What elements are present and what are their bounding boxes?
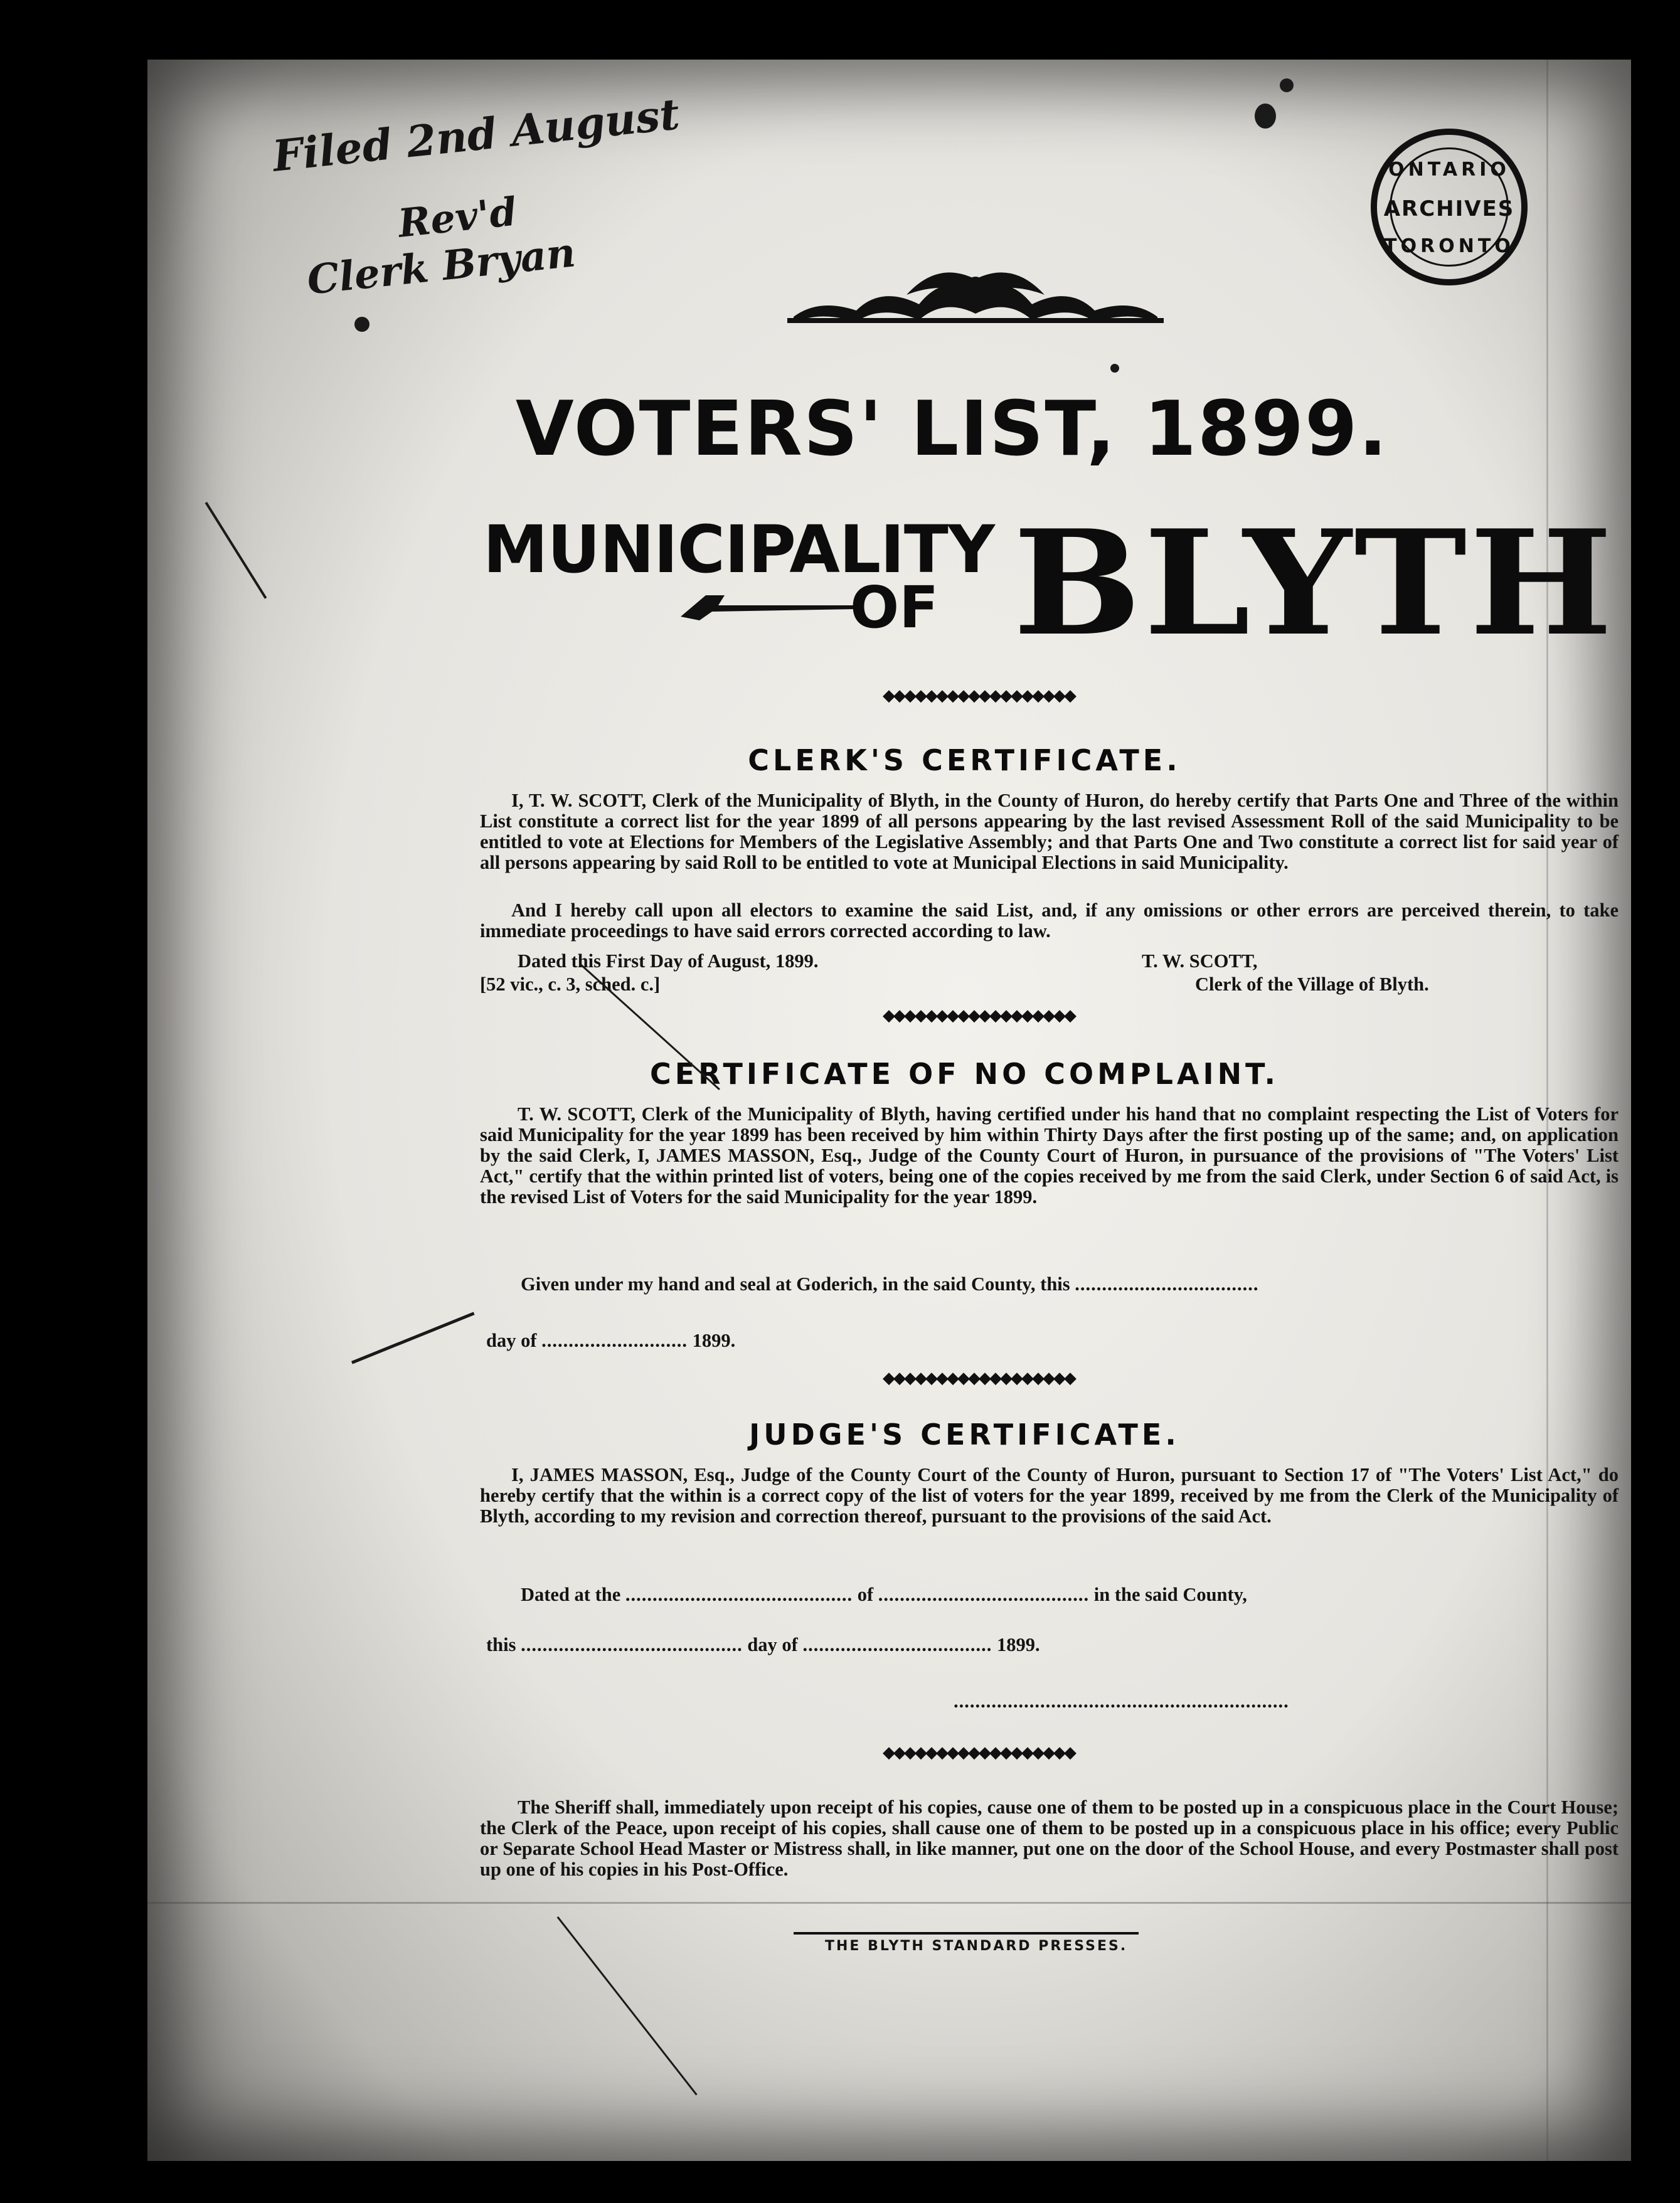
scan-speck: [354, 317, 369, 332]
municipality-label: MUNICIPALITY: [483, 511, 995, 588]
clerks-certificate-call: And I hereby call upon all electors to examine the said List, and, if any omissions or other errors are perceived therein, to take immediate proceedings to have said errors corrected according to law.: [480, 900, 1619, 942]
clerks-certificate-body: I, T. W. SCOTT, Clerk of the Municipality of Blyth, in the County of Huron, do hereby certify that Parts One and Three of the within List constitute a correct list for the year 1899 of all persons appearing by the last revised Assessment Roll of the said Municipality to be entitled to vote at Elections for Members of the Legislative Assembly; and that Parts One and Two constitute a correct list for said year of all persons appearing by said Roll to be entitled to vote at Municipal Elections in said Municipality.: [480, 790, 1619, 873]
clerks-certificate-dated: Dated this First Day of August, 1899.: [518, 950, 819, 972]
handwritten-note-line1: Filed 2nd August: [270, 89, 682, 182]
judges-this: this: [486, 1634, 516, 1655]
judges-day-dots3: .........................................: [521, 1634, 743, 1655]
no-complaint-heading: CERTIFICATE OF NO COMPLAINT.: [649, 1057, 1280, 1091]
scan-speck: [1280, 78, 1294, 92]
diamond-divider-1: ◆◆◆◆◆◆◆◆◆◆◆◆◆◆◆◆◆◆: [883, 686, 1075, 705]
judges-dated-line: [521, 1584, 1247, 1606]
scan-speck: [1255, 104, 1276, 129]
no-complaint-year: 1899.: [692, 1330, 736, 1351]
stamp-bottom-text: TORONTO: [1384, 235, 1514, 257]
judges-dated-dots1: ..........................................: [625, 1584, 853, 1605]
scan-speck: [1110, 364, 1119, 373]
judges-dated-dots2: .......................................: [878, 1584, 1090, 1605]
judges-day-dots4: ...................................: [802, 1634, 992, 1655]
judges-dated-at: Dated at the: [521, 1584, 621, 1605]
municipality-name: BLYTH: [1013, 499, 1615, 668]
judges-day-line: [486, 1634, 1040, 1656]
diamond-divider-2: ◆◆◆◆◆◆◆◆◆◆◆◆◆◆◆◆◆◆: [883, 1006, 1075, 1025]
posting-notice: The Sheriff shall, immediately upon receipt of his copies, cause one of them to be posted up in a conspicuous place in the Court House; the Clerk of the Peace, upon receipt of his copies, shall cause one of them to be posted up in a conspicuous place in his office; every Public or Separate School Head Master or Mistress shall, in like manner, put one on the door of the School House, and every Postmaster shall post up one of his copies in his Post-Office.: [480, 1797, 1619, 1880]
handwritten-note-line3: Clerk Bryan: [305, 229, 578, 304]
scan-scratch: [205, 502, 267, 599]
scan-scratch: [351, 1312, 475, 1364]
no-complaint-body: T. W. SCOTT, Clerk of the Municipality of Blyth, having certified under his hand that no complaint respecting the List of Voters for said Municipality for the year 1899 has been received by him within Thirty Days after the first posting up of the same; and, on application by the said Clerk, I, JAMES MASSON, Esq., Judge of the County Court of Huron, in pursuance of the provisions of "The Voters' List Act," certify that the within printed list of voters, being one of the copies received by me from the said Clerk, under Section 6 of said Act, is the revised List of Voters for the said Municipality for the year 1899.: [480, 1103, 1619, 1208]
no-complaint-day-of: day of: [486, 1330, 537, 1351]
judges-certificate-heading: JUDGE'S CERTIFICATE.: [749, 1418, 1180, 1452]
clerk-title: Clerk of the Village of Blyth.: [1195, 974, 1429, 995]
crest-ornament-icon: [781, 260, 1170, 329]
archives-stamp: [1371, 129, 1528, 285]
of-label: OF: [850, 574, 939, 641]
no-complaint-day-line: [486, 1330, 735, 1352]
stamp-middle-text: ARCHIVES: [1383, 196, 1515, 221]
judge-signature-line: ..............................................................: [954, 1691, 1289, 1712]
judges-of: of: [857, 1584, 874, 1605]
page-title: VOTERS' LIST, 1899.: [515, 386, 1389, 473]
fold-crease-horizontal: [147, 1902, 1631, 1904]
imprint-rule: [794, 1932, 1139, 1935]
no-complaint-given: [521, 1273, 1259, 1295]
document-page: [147, 60, 1631, 2161]
judges-certificate-body: I, JAMES MASSON, Esq., Judge of the County Court of the County of Huron, pursuant to Section 17 of "The Voters' List Act," do hereby certify that the within is a correct copy of the list of voters for the year 1899, received by me from the Clerk of the Municipality of Blyth, according to my revision and correction thereof, pursuant to the provisions of the said Act.: [480, 1464, 1619, 1527]
judges-year: 1899.: [996, 1634, 1040, 1655]
no-complaint-given-text: Given under my hand and seal at Goderich, in the said County, this: [521, 1273, 1070, 1295]
handwritten-note-line2: Rev'd: [396, 188, 519, 247]
diamond-divider-4: ◆◆◆◆◆◆◆◆◆◆◆◆◆◆◆◆◆◆: [883, 1743, 1075, 1762]
clerks-certificate-statute: [52 vic., c. 3, sched. c.]: [480, 974, 661, 995]
pen-flourish-icon: [681, 593, 856, 620]
clerks-certificate-heading: CLERK'S CERTIFICATE.: [748, 743, 1181, 777]
printer-imprint: THE BLYTH STANDARD PRESSES.: [825, 1938, 1128, 1954]
stamp-top-text: ONTARIO: [1388, 159, 1510, 181]
diamond-divider-3: ◆◆◆◆◆◆◆◆◆◆◆◆◆◆◆◆◆◆: [883, 1369, 1075, 1388]
judges-in-county: in the said County,: [1093, 1584, 1247, 1605]
judges-day-of: day of: [747, 1634, 798, 1655]
no-complaint-day-dots: ...........................: [541, 1330, 688, 1351]
no-complaint-given-dots: ..................................: [1075, 1273, 1259, 1295]
clerk-signature: T. W. SCOTT,: [1142, 950, 1258, 972]
scan-scratch: [557, 1916, 698, 2096]
